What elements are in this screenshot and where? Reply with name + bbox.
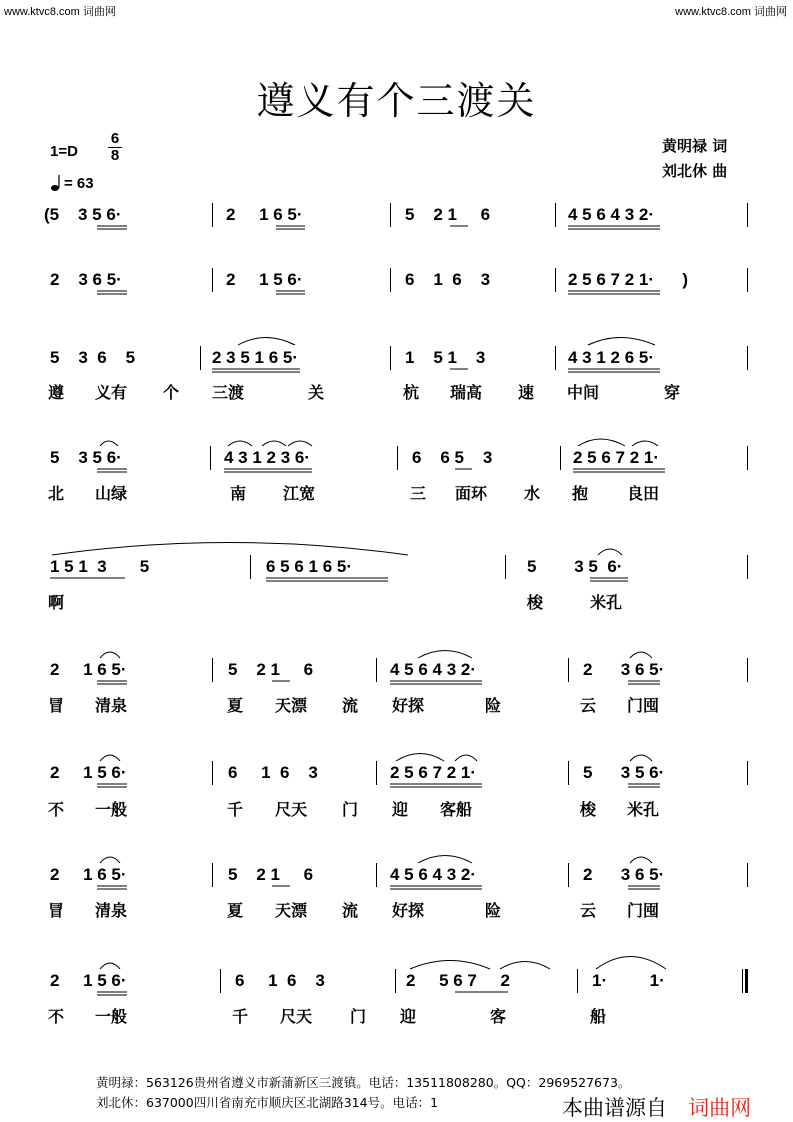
lyric-syllable: 三渡 — [212, 383, 245, 402]
lyric-syllable: 清泉 — [95, 901, 128, 920]
lyric-syllable: 不 — [48, 800, 65, 819]
lyric-syllable: 水 — [524, 484, 541, 503]
lyric-syllable: 船 — [590, 1007, 607, 1026]
lyric-syllable: 穿 — [664, 383, 681, 402]
lyric-syllable: 米孔 — [590, 593, 623, 612]
footer-brand — [562, 1092, 751, 1122]
lyric-syllable: 客 — [490, 1007, 507, 1026]
lyric-syllable: 面环 — [455, 484, 488, 503]
notation-measure-2: 5 2 1 6 — [228, 865, 314, 884]
lyric-syllable: 北 — [48, 484, 65, 503]
notation-measure-4: 5 3 5 6· — [583, 763, 665, 782]
notation-measure-2: 2 1 5 6· — [226, 270, 303, 289]
notation-measure-4: 2 3 6 5· — [583, 865, 665, 884]
lyric-syllable: 瑞高 — [450, 383, 483, 402]
notation-measure-1: 2 1 6 5· — [50, 865, 127, 884]
notation-measure-4: 2 3 6 5· — [583, 660, 665, 679]
lyric-syllable: 义有 — [95, 383, 128, 402]
notation-measure-1: 1 5 1 3 5 — [50, 557, 150, 576]
lyric-syllable: 啊 — [48, 593, 65, 612]
notation-measure-3: 6 6 5 3 — [412, 448, 493, 467]
lyric-syllable: 山绿 — [95, 484, 128, 503]
lyric-syllable: 夏 — [227, 901, 244, 920]
notation-measure-3: 1 5 1 3 — [405, 348, 486, 367]
lyric-syllable: 夏 — [227, 696, 244, 715]
lyric-syllable: 客船 — [440, 800, 473, 819]
lyric-syllable: 天漂 — [275, 696, 308, 715]
lyric-syllable: 尺天 — [280, 1007, 313, 1026]
lyric-syllable: 好探 — [392, 901, 425, 920]
notation-measure-1: 5 3 6 5 — [50, 348, 136, 367]
lyric-syllable: 云 — [580, 696, 597, 715]
notation-measure-3: 6 1 6 3 — [405, 270, 491, 289]
lyric-syllable: 冒 — [48, 696, 65, 715]
notation-measure-4: 1· 1· — [592, 971, 665, 990]
lyric-syllable: 流 — [342, 901, 359, 920]
notation-measure-2: 6 5 6 1 6 5· — [266, 557, 353, 576]
notation-measure-2: 4 3 1 2 3 6· — [224, 448, 311, 467]
notation-measure-2: 2 3 5 1 6 5· — [212, 348, 299, 367]
notation-measure-4: 4 5 6 4 3 2· — [568, 205, 655, 224]
lyric-syllable: 尺天 — [275, 800, 308, 819]
lyric-syllable: 个 — [163, 383, 180, 402]
lyric-syllable: 一般 — [95, 800, 128, 819]
lyric-syllable: 门 — [342, 800, 359, 819]
lyric-syllable: 抱 — [572, 484, 589, 503]
lyric-syllable: 好探 — [392, 696, 425, 715]
notation-measure-1: 2 3 6 5· — [50, 270, 122, 289]
notation-measure-1: (5 3 5 6· — [44, 205, 122, 224]
notation-measure-3: 2 5 6 7 2 — [406, 971, 510, 990]
lyric-syllable: 南 — [230, 484, 247, 503]
footer-brand-text: 本曲谱源自 — [562, 1096, 667, 1120]
lyric-syllable: 险 — [485, 901, 502, 920]
footer-brand-site[interactable]: 词曲网 — [688, 1096, 752, 1120]
watermark-right: www.ktvc8.com 词曲网 — [675, 6, 787, 18]
lyric-syllable: 梭 — [527, 593, 544, 612]
lyric-syllable: 千 — [227, 800, 244, 819]
lyric-syllable: 江宽 — [283, 484, 316, 503]
lyric-syllable: 遵 — [48, 383, 65, 402]
lyric-syllable: 良田 — [627, 484, 660, 503]
time-signature-top: 6 — [110, 130, 120, 147]
lyric-syllable: 险 — [485, 696, 502, 715]
watermark-left: www.ktvc8.com 词曲网 — [4, 6, 116, 18]
notation-measure-3: 4 5 6 4 3 2· — [390, 865, 477, 884]
notation-measure-3: 5 2 1 6 — [405, 205, 491, 224]
notation-measure-2: 6 1 6 3 — [228, 763, 318, 782]
lyric-syllable: 速 — [518, 383, 535, 402]
lyricist-credit: 黄明禄 词 — [662, 137, 728, 155]
lyric-syllable: 千 — [232, 1007, 249, 1026]
lyric-syllable: 中间 — [567, 383, 600, 402]
notation-measure-3: 5 3 5 6· — [527, 557, 623, 576]
lyric-syllable: 杭 — [403, 383, 420, 402]
notation-measure-2: 2 1 6 5· — [226, 205, 303, 224]
notation-measure-1: 2 1 5 6· — [50, 763, 127, 782]
lyric-syllable: 天漂 — [275, 901, 308, 920]
lyric-syllable: 米孔 — [627, 800, 660, 819]
notation-measure-2: 5 2 1 6 — [228, 660, 314, 679]
notation-measure-2: 6 1 6 3 — [235, 971, 325, 990]
lyric-syllable: 一般 — [95, 1007, 128, 1026]
lyric-syllable: 不 — [48, 1007, 65, 1026]
notation-measure-1: 5 3 5 6· — [50, 448, 122, 467]
lyric-syllable: 三 — [410, 484, 427, 503]
lyric-syllable: 门 — [350, 1007, 367, 1026]
notation-measure-4: 4 3 1 2 6 5· — [568, 348, 655, 367]
notation-measure-1: 2 1 5 6· — [50, 971, 127, 990]
lyric-syllable: 门囤 — [627, 901, 660, 920]
lyric-syllable: 迎 — [400, 1007, 417, 1026]
notation-measure-1: 2 1 6 5· — [50, 660, 127, 679]
score-title: 遵义有个三渡关 — [256, 79, 537, 123]
footer-contact-lyricist: 黄明禄：563126贵州省遵义市新蒲新区三渡镇。电话：13511808280。QQ：2969527673。 — [96, 1075, 631, 1090]
lyric-syllable: 冒 — [48, 901, 65, 920]
key-signature: 1=D — [50, 143, 78, 160]
time-signature-bottom: 8 — [108, 147, 122, 164]
lyric-syllable: 流 — [342, 696, 359, 715]
lyric-syllable: 清泉 — [95, 696, 128, 715]
lyric-syllable: 云 — [580, 901, 597, 920]
lyric-syllable: 门囤 — [627, 696, 660, 715]
lyric-syllable: 关 — [308, 383, 325, 402]
lyric-syllable: 迎 — [392, 800, 409, 819]
composer-credit: 刘北休 曲 — [662, 162, 728, 180]
footer-contact-composer: 刘北休：637000四川省南充市顺庆区北湖路314号。电话：1 — [96, 1095, 439, 1110]
tempo-value: = 63 — [64, 175, 94, 192]
notation-measure-3: 2 5 6 7 2 1· — [390, 763, 477, 782]
notation-measure-4: 2 5 6 7 2 1· ) — [568, 270, 689, 289]
lyric-syllable: 梭 — [580, 800, 597, 819]
notation-measure-4: 2 5 6 7 2 1· — [573, 448, 660, 467]
notation-measure-3: 4 5 6 4 3 2· — [390, 660, 477, 679]
